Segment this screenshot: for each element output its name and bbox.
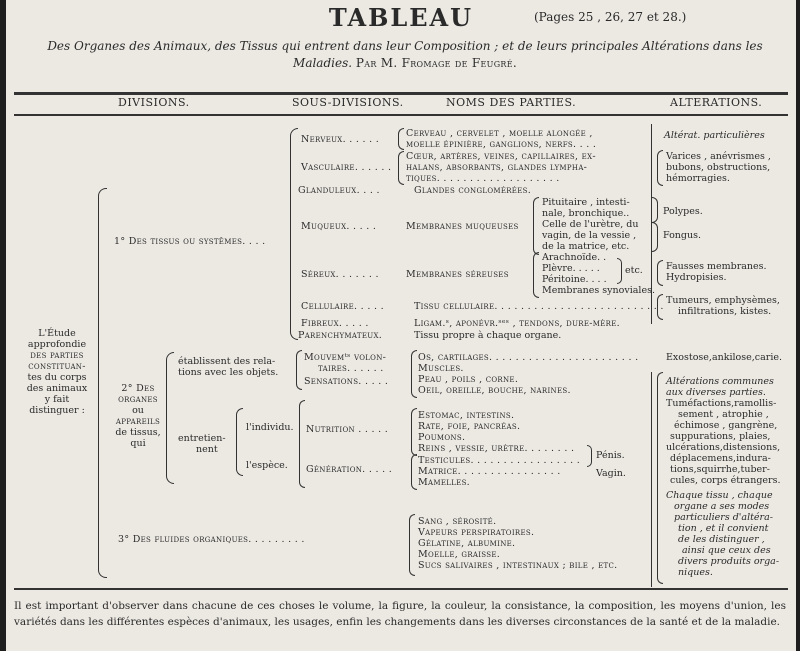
fluide-part: Sucs salivaires , intestinaux ; bile , etc. [418,560,618,571]
mouvement-part: Muscles. [418,363,464,374]
sereux-part: Arachnoïde. . [542,252,607,263]
generation-part: Matrice. . . . . . . . . . . . . . . . [418,466,561,477]
brace [409,514,415,576]
note-line: particuliers d'altéra- [674,512,773,523]
brace [398,128,404,150]
page-reference: (Pages 25 , 26, 27 et 28.) [534,10,687,24]
alteration-vasc: bubons, obstructions, [666,162,771,173]
alteration-cellulaire: Tumeurs, emphysèmes, [666,295,780,306]
muqueux-part: Pituitaire , intesti- [542,197,630,208]
appareil-nutrition: Nutrition . . . . . [306,424,389,435]
vasculaire-part: halans, absorbants, glandes lympha- [406,162,588,173]
alteration-exostose: Exostose,ankilose,carie. [666,352,782,363]
header-rule [14,114,788,116]
intro-line: tes du corps [27,372,87,383]
vasculaire-part: tiques. . . . . . . . . . . . . . . . . . . [406,173,560,184]
alteration-cellulaire: infiltrations, kistes. [678,306,772,317]
tissue-fibreux: Fibreux. . . . . [301,318,369,329]
entretiennent-text: nent [196,444,218,455]
sensations-part: Peau , poils , corne. [418,374,519,385]
tissue-cellulaire: Cellulaire. . . . . [301,301,384,312]
alteration-vasc: Varices , anévrismes , [666,151,771,162]
alteration-sereux: Hydropisies. [666,272,727,283]
footer-note: Il est important d'observer dans chacune de ces choses le volume, la figure, la couleur, la consistance, la composition, les moyens d'union, les variétés dans les différentes espèces d'animaux, les usages, enfin les changements dans les diverses circonstances de la santé et de la maladie. [14,600,786,628]
alteration-polypes: Polypes. [663,206,703,217]
brace [411,454,417,490]
note-line: organe a ses modes [674,501,770,512]
brace [587,445,592,467]
note-line: niques. [678,567,713,578]
top-rule [14,92,788,95]
intro-line: des animaux [26,383,88,394]
nerveux-part: moelle épinière, ganglions, nerfs. . . . [406,139,597,150]
division-organes: 2° Des [121,383,155,394]
brace [236,408,243,476]
vagin-text: Vagin. [596,468,626,479]
nutrition-part: Reins , vessie, urètre. . . . . . . . [418,443,575,454]
commune-alteration: suppurations, plaies, [670,431,771,442]
column-header-divisions: DIVISIONS. [118,96,190,109]
muqueux-part: vagin, de la vessie , [542,230,637,241]
sereux-etc: etc. [625,265,643,276]
tissue-sereux: Séreux. . . . . . . [301,269,379,280]
glanduleux-part: Glandes conglomérées. [414,185,532,196]
tissue-nerveux: Nerveux. . . . . . [301,134,380,145]
commune-alteration: ulcérations,distensions, [666,442,781,453]
commune-alteration: cules, corps étrangers. [670,475,781,486]
brace [652,222,658,252]
division-organes: appareils [115,416,161,427]
nerveux-part: Cerveau , cervelet , moelle alongée , [406,128,593,139]
communes-title: Altérations communes [666,376,774,387]
author: Par M. Fromage de Feugré. [355,56,517,70]
commune-alteration: tions,squirrhe,tuber- [670,464,770,475]
tissus-brace [290,128,298,340]
intro-line: approfondie [27,339,87,350]
relations-text: tions avec les objets. [178,367,279,378]
subtitle [20,38,790,72]
alteration-fongus: Fongus. [663,230,702,241]
tissue-muqueux: Muqueux. . . . . [301,221,377,232]
brace [296,350,302,390]
sereux-part: Péritoine. . . . [542,274,607,285]
appareil-mouvement: taires. . . . . . [318,363,384,374]
appareil-sensations: Sensations. . . . . [304,376,389,387]
fluide-part: Moelle, graisse. [418,549,501,560]
division-organes: qui [130,438,146,449]
tissue-vasculaire: Vasculaire. . . . . . [301,162,392,173]
note-line: ainsi que ceux des [682,545,771,556]
alterations-divider-2 [651,372,652,587]
generation-part: Testicules. . . . . . . . . . . . . . . . . [418,455,581,466]
organes-brace [166,352,174,484]
muqueux-membranes: Membranes muqueuses [406,221,519,232]
commune-alteration: sement , atrophie , [678,409,769,420]
brace [657,150,663,186]
sereux-part: Plèvre. . . . . [542,263,600,274]
brace [617,258,622,284]
intro-line: L'Étude [38,328,76,339]
footer-rule [14,588,788,590]
nutrition-part: Estomac, intestins. [418,410,515,421]
brace [657,260,663,286]
commune-alteration: Tuméfactions,ramollis- [666,398,777,409]
fluide-part: Sang , sérosité. [418,516,497,527]
commune-alteration: échimose , gangrène, [674,420,778,431]
communes-title: aux diverses parties. [666,387,766,398]
fluide-part: Gélatine, albumine. [418,538,516,549]
nutrition-part: Rate, foie, pancréas. [418,421,521,432]
alterations-particulieres: Altérat. particulières [664,130,765,141]
brace [411,350,417,398]
division-fluides: 3° Des fluides organiques. . . . . . . . . [118,534,305,545]
tissue-glanduleux: Glanduleux. . . . [298,185,380,196]
column-header-noms: NOMS DES PARTIES. [446,96,577,109]
brace [652,197,658,223]
mouvement-part: Os, cartilages. . . . . . . . . . . . . . . . . . . . . . . [418,352,639,363]
appareil-generation: Génération. . . . . [306,464,393,475]
fluide-part: Vapeurs perspiratoires. [418,527,535,538]
entretiennent-text: entretien- [178,433,226,444]
generation-part: Mamelles. [418,477,470,488]
main-brace [98,188,107,578]
intro-line: y fait [44,394,70,405]
brace [299,400,305,488]
parenchymateux-part: Tissu propre à chaque organe. [414,330,562,341]
division-organes: organes [118,394,158,405]
brace [533,252,539,298]
column-header-sous-divisions: SOUS-DIVISIONS. [292,96,404,109]
note-line: divers produits orga- [678,556,780,567]
muqueux-part: nale, bronchique.. [542,208,630,219]
muqueux-part: de la matrice, etc. [542,241,630,252]
sereux-part: Membranes synoviales. [542,285,655,296]
nutrition-part: Poumons. [418,432,466,443]
sereux-membranes: Membranes séreuses [406,269,509,280]
fibreux-part: Ligam.ˢ, aponévr.ˢᵉˢ , tendons, dure-mère. [414,318,620,329]
relations-text: établissent des rela- [178,356,276,367]
brace [411,408,417,456]
intro-line: constituan- [28,361,86,372]
subtitle-text: Des Organes des Animaux, des Tissus qui entrent dans leur Composition ; et de leurs principales Altérations dans les Maladies. [47,39,763,70]
brace [533,197,539,255]
page-title: TABLEAU [328,3,474,32]
division-tissus: 1° Des tissus ou systêmes. . . . [114,236,266,247]
commune-alteration: déplacemens,indura- [670,453,771,464]
penis-text: Pénis. [596,450,625,461]
tissue-parenchymateux: Parenchymateux. [298,330,383,341]
brace [398,151,404,185]
note-line: de les distinguer , [678,534,765,545]
intro-line: distinguer : [29,405,85,416]
cellulaire-part: Tissu cellulaire. . . . . . . . . . . . . . . . . . . . . . . . . . [414,301,664,312]
note-line: Chaque tissu , chaque [666,490,773,501]
sensations-part: Oeil, oreille, bouche, narines. [418,385,571,396]
alteration-sereux: Fausses membranes. [666,261,767,272]
document-page [6,0,796,651]
alteration-vasc: hémorragies. [666,173,730,184]
alterations-brace [657,372,663,584]
division-organes: ou [132,405,144,416]
appareil-mouvement: Mouvemᵗˢ volon- [304,352,387,363]
individu-text: l'individu. [246,422,294,433]
intro-line: des parties [30,350,84,361]
note-line: tion , et il convient [678,523,769,534]
column-header-alterations: ALTERATIONS. [670,96,763,109]
espece-text: l'espèce. [246,460,288,471]
brace [657,294,663,320]
muqueux-part: Celle de l'urètre, du [542,219,639,230]
division-organes: de tissus, [115,427,161,438]
vasculaire-part: Cœur, artères, veines, capillaires, ex- [406,151,596,162]
